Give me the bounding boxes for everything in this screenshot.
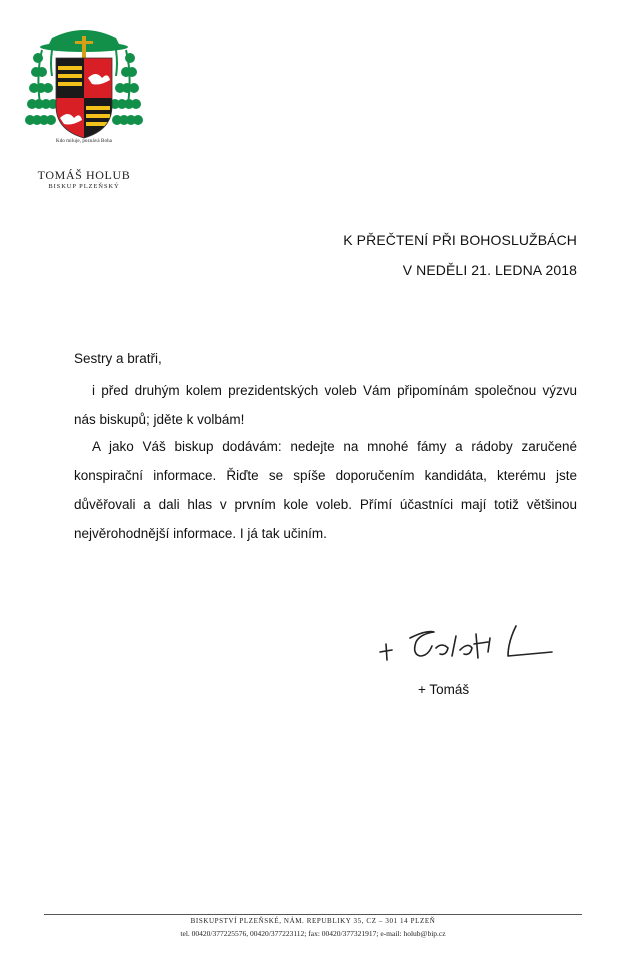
paragraph-2: A jako Váš biskup dodávám: nedejte na mnohé fámy a rádoby zaručené konspirační informace. Řiďte se spíše doporučením kandidáta, kterému jste důvěřovali a dali hlas v prvním kole voleb. Přímí účastníci mají totiž většinou nejvěrohodnější informace. I já tak učiním. xyxy=(74,439,577,541)
footer-divider xyxy=(44,914,582,915)
bishop-role: BISKUP PLZEŇSKÝ xyxy=(48,183,120,190)
signature-name: + Tomáš xyxy=(418,682,470,697)
salutation: Sestry a bratři, xyxy=(74,351,162,366)
paragraph-1: i před druhým kolem prezidentských voleb Vám připomínám společnou výzvu nás biskupů; jděte k volbám! xyxy=(74,383,577,427)
handwritten-signature xyxy=(376,612,566,668)
heading-line-1: K PŘEČTENÍ PŘI BOHOSLUŽBÁCH xyxy=(343,232,577,248)
motto-ribbon: Kdo miluje, poznává Boha xyxy=(56,139,112,144)
coat-of-arms-icon xyxy=(22,14,146,154)
heading-line-2: V NEDĚLI 21. LEDNA 2018 xyxy=(402,262,577,278)
footer-contacts: tel. 00420/377225576, 00420/377223112; fax: 00420/377321917; e-mail: holub@bip.cz xyxy=(180,929,446,938)
bishop-name: TOMÁŠ HOLUB xyxy=(37,168,131,182)
footer-address: BISKUPSTVÍ PLZEŇSKÉ, NÁM. REPUBLIKY 35, CZ – 301 14 PLZEŇ xyxy=(190,917,436,925)
